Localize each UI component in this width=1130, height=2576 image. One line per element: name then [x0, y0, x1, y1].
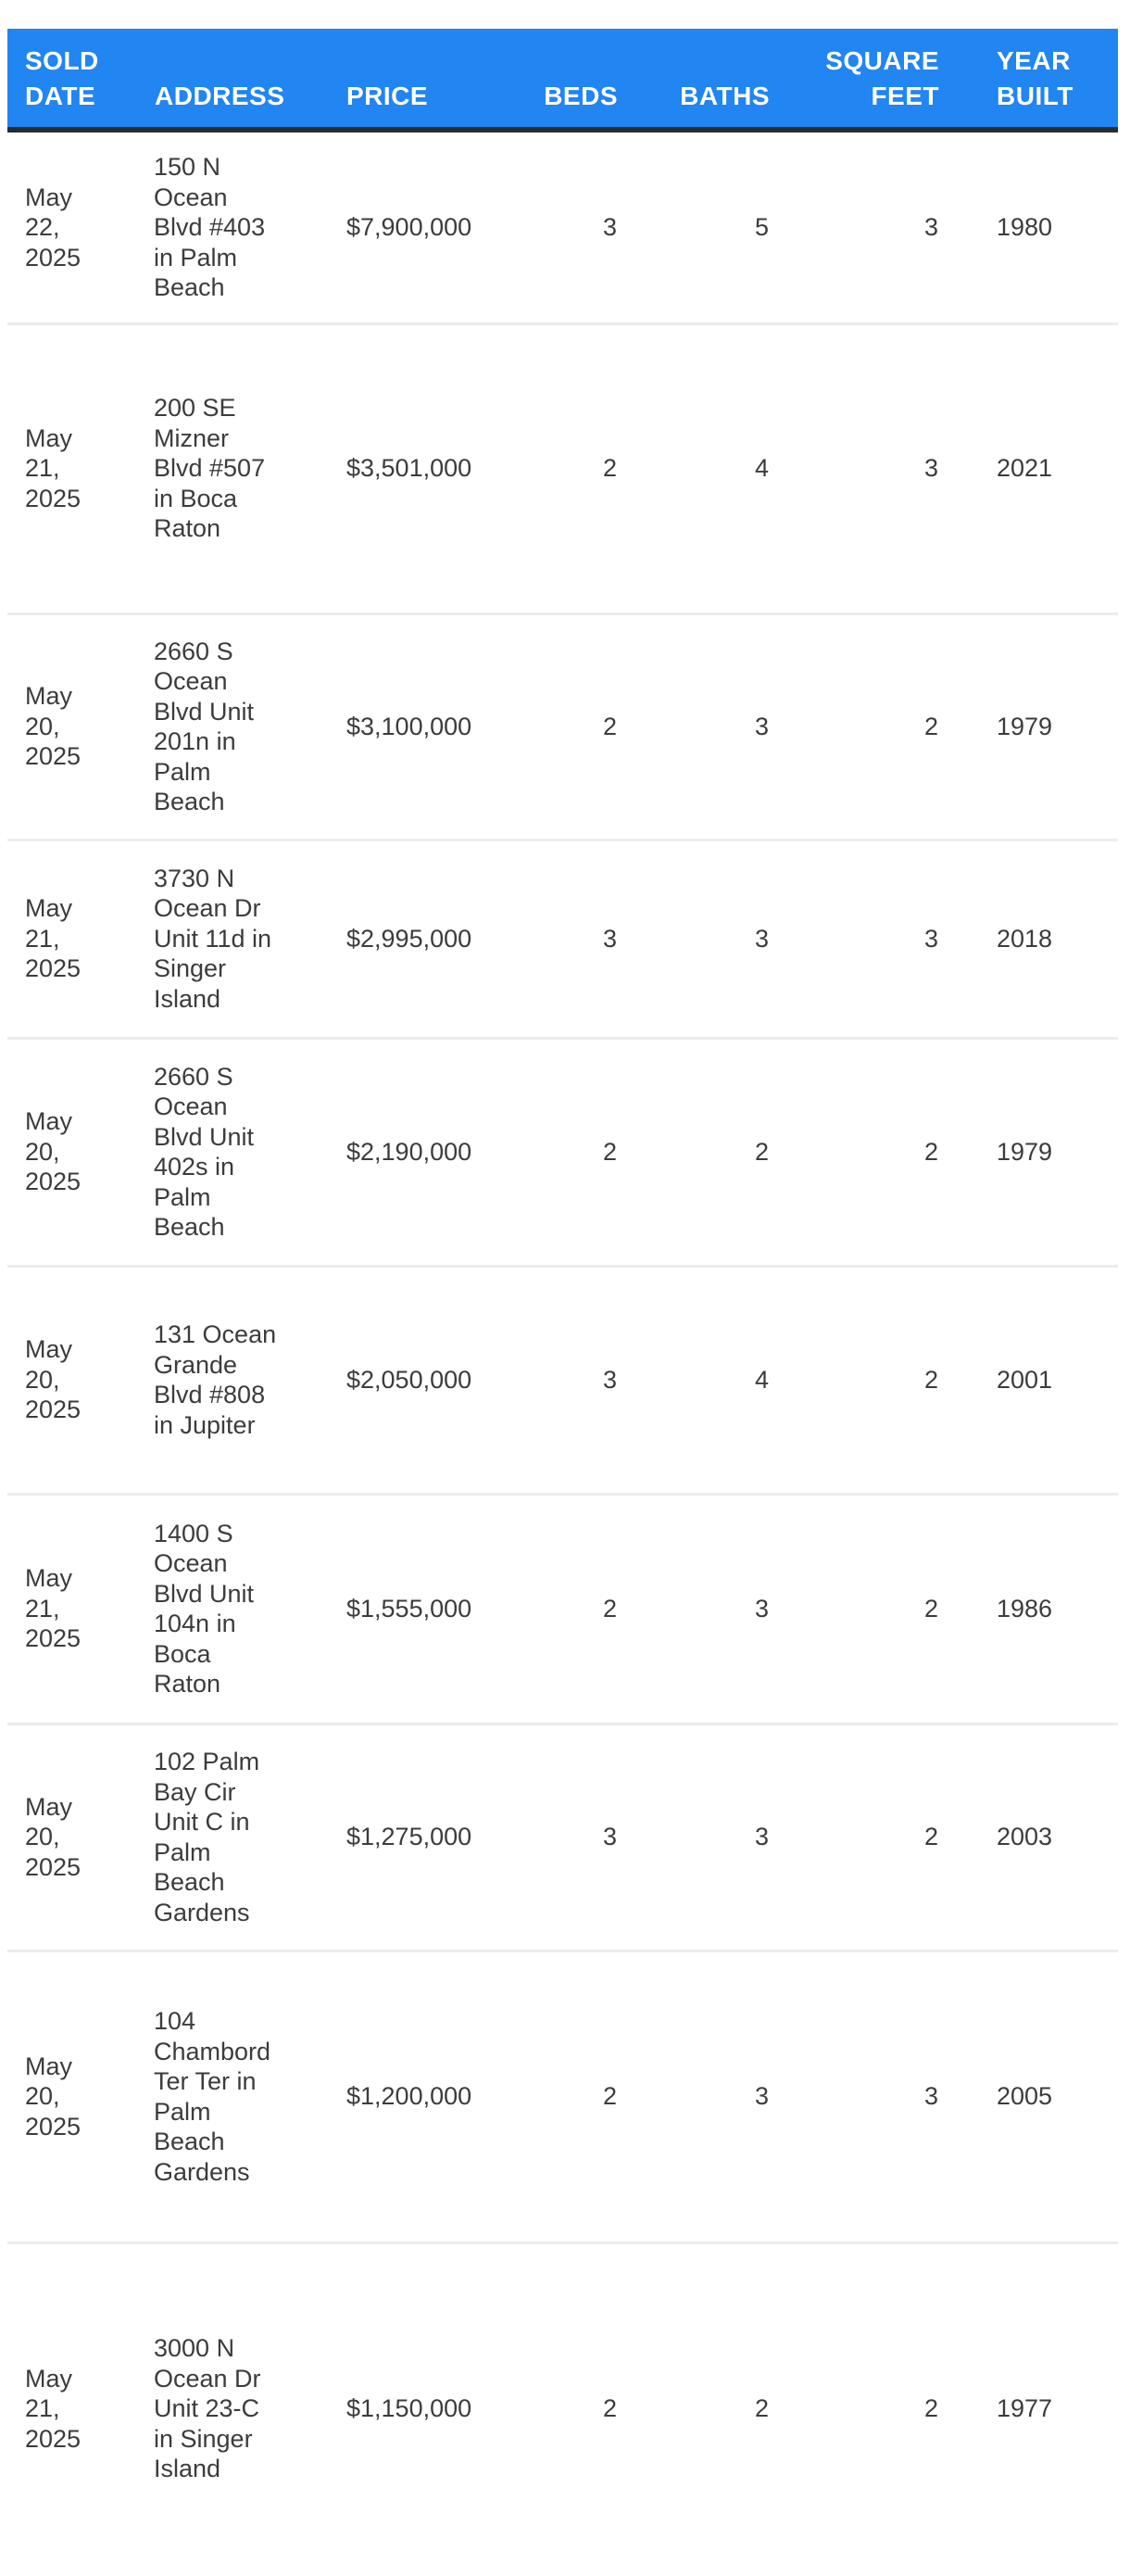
cell-beds: 2	[602, 1594, 617, 1623]
cell-year-built: 1977	[997, 2394, 1053, 2422]
cell-sold-date: May 20, 2025	[25, 2052, 82, 2140]
cell-year-built: 1979	[997, 712, 1053, 740]
cell-sold-date: May 20, 2025	[25, 1335, 82, 1424]
cell-baths: 3	[754, 712, 769, 740]
cell-square-feet: 2	[923, 1594, 938, 1623]
cell-address: 104 Chambord Ter Ter in Palm Beach Gardens	[154, 2007, 271, 2186]
cell-square-feet: 2	[923, 712, 938, 740]
cell-address: 2660 S Ocean Blvd Unit 402s in Palm Beach	[154, 1062, 255, 1241]
cell-baths: 4	[754, 454, 769, 483]
table-row[interactable]	[7, 323, 1118, 613]
cell-beds: 2	[602, 1137, 617, 1166]
table-row[interactable]	[7, 840, 1118, 1038]
cell-sold-date: May 21, 2025	[25, 1564, 82, 1653]
cell-year-built: 2021	[997, 454, 1053, 483]
cell-address: 3000 N Ocean Dr Unit 23-C in Singer Island	[154, 2334, 261, 2482]
cell-address: 102 Palm Bay Cir Unit C in Palm Beach Gardens	[154, 1748, 260, 1926]
cell-year-built: 2001	[997, 1365, 1053, 1394]
cell-baths: 3	[754, 1594, 769, 1623]
table-row[interactable]	[7, 613, 1118, 840]
table-row[interactable]	[7, 1951, 1118, 2242]
col-header-year-built: YEAR BUILT	[939, 29, 1118, 130]
cell-price: $2,995,000	[346, 924, 472, 953]
cell-year-built: 2005	[997, 2082, 1053, 2111]
cell-baths: 2	[754, 2394, 769, 2422]
cell-sold-date: May 20, 2025	[25, 682, 82, 771]
col-header-baths: BATHS	[618, 29, 770, 130]
cell-address: 3730 N Ocean Dr Unit 11d in Singer Island	[154, 864, 272, 1013]
cell-address: 150 N Ocean Blvd #403 in Palm Beach	[154, 153, 266, 301]
cell-beds: 3	[602, 924, 617, 953]
header-row	[7, 29, 1118, 130]
cell-price: $3,100,000	[346, 712, 472, 740]
cell-square-feet: 2	[923, 1823, 938, 1851]
cell-price: $1,555,000	[346, 1594, 472, 1623]
cell-address: 131 Ocean Grande Blvd #808 in Jupiter	[154, 1320, 277, 1439]
cell-square-feet: 2	[923, 2394, 938, 2422]
cell-baths: 2	[754, 1137, 769, 1166]
table-row[interactable]	[7, 2242, 1118, 2573]
cell-year-built: 1980	[997, 213, 1053, 241]
table-row[interactable]	[7, 1266, 1118, 1494]
cell-price: $1,275,000	[346, 1823, 472, 1851]
cell-sold-date: May 22, 2025	[25, 183, 82, 271]
cell-sold-date: May 21, 2025	[25, 423, 82, 512]
cell-beds: 2	[602, 2082, 617, 2111]
sold-listings-table	[7, 29, 1118, 2573]
cell-beds: 2	[602, 712, 617, 740]
cell-address: 2660 S Ocean Blvd Unit 201n in Palm Beach	[154, 637, 255, 815]
cell-year-built: 1986	[997, 1594, 1053, 1623]
cell-beds: 3	[602, 213, 617, 241]
table-row[interactable]	[7, 1494, 1118, 1724]
table-row[interactable]	[7, 1724, 1118, 1951]
cell-price: $7,900,000	[346, 213, 472, 241]
col-header-beds: BEDS	[534, 29, 618, 130]
cell-baths: 3	[754, 1823, 769, 1851]
cell-square-feet: 3	[923, 454, 938, 483]
cell-year-built: 2003	[997, 1823, 1053, 1851]
cell-price: $2,050,000	[346, 1365, 472, 1394]
cell-beds: 3	[602, 1365, 617, 1394]
cell-price: $3,501,000	[346, 454, 472, 483]
cell-sold-date: May 20, 2025	[25, 1107, 82, 1196]
cell-square-feet: 3	[923, 213, 938, 241]
cell-square-feet: 2	[923, 1365, 938, 1394]
cell-beds: 2	[602, 2394, 617, 2422]
col-header-square-feet: SQUARE FEET	[770, 29, 939, 130]
cell-sold-date: May 21, 2025	[25, 894, 82, 983]
cell-beds: 3	[602, 1823, 617, 1851]
cell-year-built: 2018	[997, 924, 1053, 953]
cell-square-feet: 2	[923, 1137, 938, 1166]
col-header-price: PRICE	[287, 29, 534, 130]
table-row[interactable]	[7, 130, 1118, 323]
cell-beds: 2	[602, 454, 617, 483]
cell-baths: 5	[754, 213, 769, 241]
table-row[interactable]	[7, 1038, 1118, 1266]
cell-baths: 4	[754, 1365, 769, 1394]
cell-square-feet: 3	[923, 924, 938, 953]
col-header-sold-date: SOLD DATE	[7, 29, 153, 130]
col-header-address: ADDRESS	[153, 29, 287, 130]
cell-sold-date: May 20, 2025	[25, 1792, 82, 1881]
cell-year-built: 1979	[997, 1137, 1053, 1166]
cell-price: $1,150,000	[346, 2394, 472, 2422]
cell-baths: 3	[754, 924, 769, 953]
cell-sold-date: May 21, 2025	[25, 2364, 82, 2453]
cell-price: $1,200,000	[346, 2082, 472, 2111]
cell-address: 1400 S Ocean Blvd Unit 104n in Boca Raton	[154, 1519, 255, 1698]
cell-baths: 3	[754, 2082, 769, 2111]
cell-square-feet: 3	[923, 2082, 938, 2111]
cell-address: 200 SE Mizner Blvd #507 in Boca Raton	[154, 394, 266, 543]
cell-price: $2,190,000	[346, 1137, 472, 1166]
